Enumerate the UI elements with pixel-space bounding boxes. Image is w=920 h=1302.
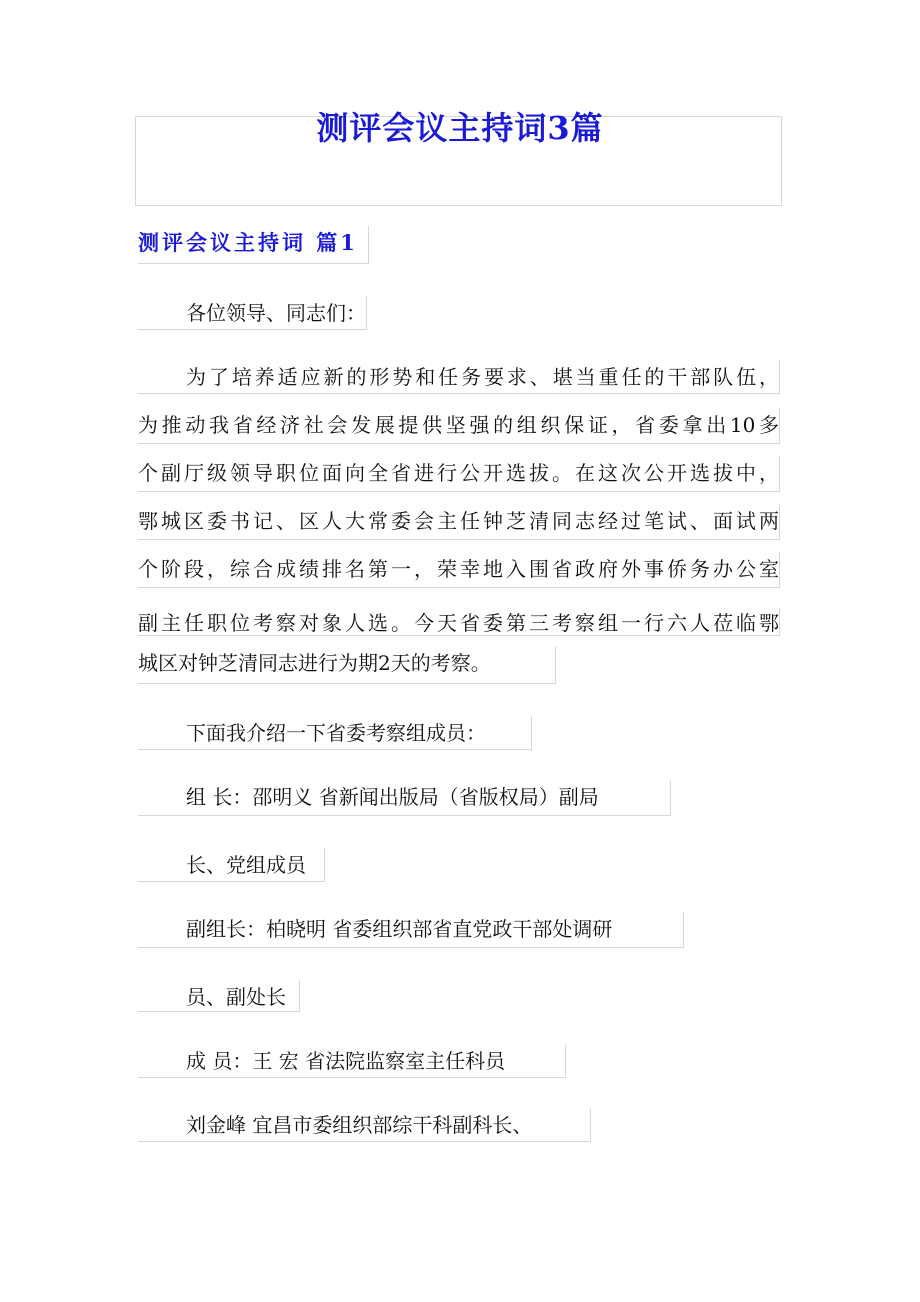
member-line: 刘金峰 宜昌市委组织部综干科副科长、: [138, 1108, 591, 1142]
member-line: 组 长：邵明义 省新闻出版局（省版权局）副局: [138, 780, 671, 816]
paragraph-line: 城区对钟芝清同志进行为期2天的考察。: [138, 646, 556, 684]
member-line: 员、副处长: [138, 980, 300, 1012]
member-line: 长、党组成员: [138, 848, 325, 882]
members-intro-line: 下面我介绍一下省委考察组成员：: [138, 716, 532, 750]
paragraph-line: 为推动我省经济社会发展提供坚强的组织保证，省委拿出10多: [138, 408, 780, 444]
member-line: 成 员：王 宏 省法院监察室主任科员: [138, 1044, 566, 1078]
section-heading: 测评会议主持词 篇1: [138, 226, 369, 264]
member-line: 副组长：柏晓明 省委组织部省直党政干部处调研: [138, 912, 684, 948]
paragraph-line: 个副厅级领导职位面向全省进行公开选拔。在这次公开选拔中，: [138, 456, 780, 492]
salutation-line: 各位领导、同志们：: [138, 296, 367, 330]
paragraph-line: 鄂城区委书记、区人大常委会主任钟芝清同志经过笔试、面试两: [138, 504, 780, 540]
document-title: 测评会议主持词3篇: [316, 109, 604, 147]
paragraph-line: 个阶段，综合成绩排名第一，荣幸地入围省政府外事侨务办公室: [138, 552, 780, 588]
paragraph-line: 为了培养适应新的形势和任务要求、堪当重任的干部队伍，: [138, 360, 780, 394]
paragraph-line: 副主任职位考察对象人选。今天省委第三考察组一行六人莅临鄂: [138, 608, 780, 636]
